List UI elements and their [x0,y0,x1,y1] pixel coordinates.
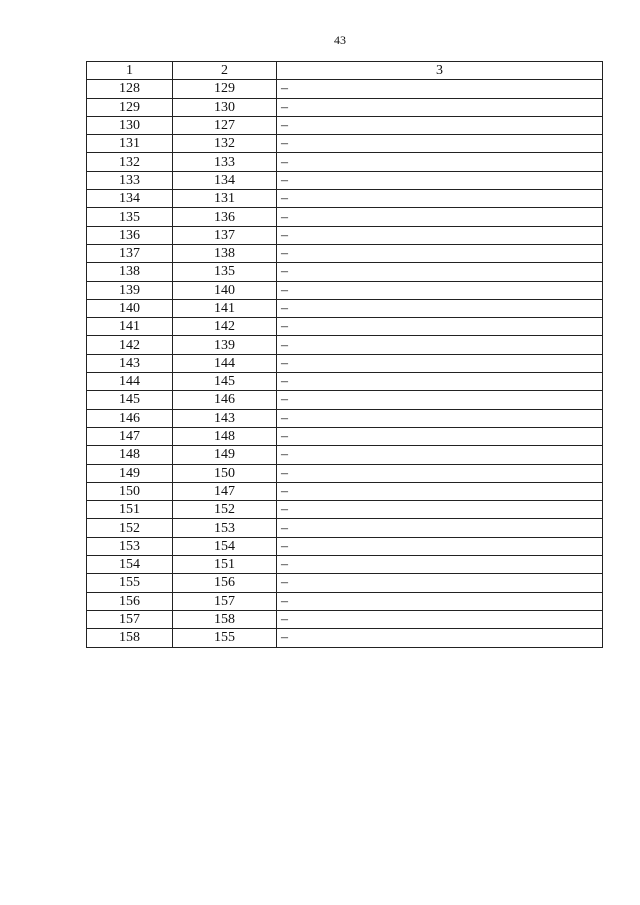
table-cell-col-1: 131 [87,135,173,153]
table-cell-col-3: – [277,446,603,464]
table-cell-col-2: 149 [173,446,277,464]
table-cell-col-2: 139 [173,336,277,354]
table-row [87,80,603,98]
table-row [87,153,603,171]
table-cell-col-1: 139 [87,281,173,299]
data-table [86,61,603,648]
table-cell-col-2: 141 [173,299,277,317]
table-row [87,574,603,592]
table-cell-col-2: 156 [173,574,277,592]
table-cell-col-1: 138 [87,263,173,281]
table-cell-col-3: – [277,409,603,427]
data-table-container [86,61,602,648]
table-cell-col-1: 146 [87,409,173,427]
table-row [87,281,603,299]
table-cell-col-2: 144 [173,354,277,372]
table-cell-col-2: 138 [173,244,277,262]
table-cell-col-3: – [277,610,603,628]
table-row [87,629,603,647]
table-cell-col-3: – [277,629,603,647]
table-cell-col-2: 142 [173,318,277,336]
table-cell-col-1: 157 [87,610,173,628]
table-row [87,610,603,628]
table-cell-col-1: 144 [87,373,173,391]
table-cell-col-1: 153 [87,537,173,555]
table-row [87,263,603,281]
table-row [87,116,603,134]
table-cell-col-3: – [277,281,603,299]
table-cell-col-1: 142 [87,336,173,354]
table-cell-col-2: 134 [173,171,277,189]
table-cell-col-2: 153 [173,519,277,537]
table-row [87,373,603,391]
table-header-row [87,62,603,80]
table-cell-col-2: 157 [173,592,277,610]
table-cell-col-2: 158 [173,610,277,628]
table-cell-col-2: 148 [173,427,277,445]
table-row [87,190,603,208]
table-row [87,519,603,537]
table-row [87,299,603,317]
table-row [87,482,603,500]
table-row [87,98,603,116]
table-cell-col-3: – [277,556,603,574]
table-row [87,446,603,464]
table-cell-col-2: 137 [173,226,277,244]
table-cell-col-1: 152 [87,519,173,537]
table-cell-col-2: 146 [173,391,277,409]
table-cell-col-2: 155 [173,629,277,647]
table-cell-col-2: 131 [173,190,277,208]
table-cell-col-2: 140 [173,281,277,299]
table-cell-col-1: 130 [87,116,173,134]
table-cell-col-3: – [277,190,603,208]
table-cell-col-3: – [277,226,603,244]
table-row [87,464,603,482]
table-cell-col-1: 141 [87,318,173,336]
table-row [87,354,603,372]
table-cell-col-1: 158 [87,629,173,647]
table-cell-col-1: 132 [87,153,173,171]
table-cell-col-1: 150 [87,482,173,500]
table-cell-col-3: – [277,519,603,537]
table-cell-col-3: – [277,171,603,189]
table-cell-col-3: – [277,299,603,317]
table-cell-col-1: 134 [87,190,173,208]
table-row [87,391,603,409]
table-cell-col-2: 154 [173,537,277,555]
table-cell-col-1: 129 [87,98,173,116]
page-number: 43 [334,33,346,47]
table-cell-col-2: 135 [173,263,277,281]
table-row [87,171,603,189]
table-cell-col-2: 136 [173,208,277,226]
table-row [87,427,603,445]
table-cell-col-3: – [277,427,603,445]
table-cell-col-2: 143 [173,409,277,427]
table-cell-col-3: – [277,391,603,409]
table-cell-col-2: 129 [173,80,277,98]
table-row [87,318,603,336]
table-cell-col-2: 145 [173,373,277,391]
table-cell-col-3: – [277,116,603,134]
table-row [87,501,603,519]
table-cell-col-1: 128 [87,80,173,98]
table-cell-col-1: 147 [87,427,173,445]
column-header-2: 2 [173,62,277,80]
table-cell-col-3: – [277,373,603,391]
table-cell-col-3: – [277,263,603,281]
table-cell-col-1: 133 [87,171,173,189]
table-cell-col-2: 151 [173,556,277,574]
table-cell-col-2: 132 [173,135,277,153]
table-cell-col-2: 133 [173,153,277,171]
table-cell-col-1: 148 [87,446,173,464]
table-cell-col-3: – [277,244,603,262]
table-cell-col-3: – [277,153,603,171]
table-row [87,592,603,610]
table-row [87,409,603,427]
table-row [87,336,603,354]
table-cell-col-1: 145 [87,391,173,409]
table-cell-col-1: 137 [87,244,173,262]
table-cell-col-3: – [277,318,603,336]
table-cell-col-3: – [277,80,603,98]
table-cell-col-2: 127 [173,116,277,134]
table-row [87,208,603,226]
table-cell-col-1: 140 [87,299,173,317]
table-cell-col-1: 136 [87,226,173,244]
table-cell-col-3: – [277,464,603,482]
table-cell-col-3: – [277,537,603,555]
table-cell-col-3: – [277,98,603,116]
table-cell-col-1: 155 [87,574,173,592]
table-row [87,226,603,244]
table-cell-col-2: 130 [173,98,277,116]
table-row [87,537,603,555]
table-cell-col-2: 150 [173,464,277,482]
column-header-3: 3 [277,62,603,80]
table-body [87,80,603,647]
table-cell-col-3: – [277,208,603,226]
table-cell-col-3: – [277,592,603,610]
table-row [87,135,603,153]
table-cell-col-1: 135 [87,208,173,226]
table-cell-col-3: – [277,336,603,354]
table-cell-col-3: – [277,354,603,372]
table-cell-col-2: 147 [173,482,277,500]
table-cell-col-1: 151 [87,501,173,519]
column-header-1: 1 [87,62,173,80]
table-cell-col-3: – [277,482,603,500]
table-cell-col-1: 154 [87,556,173,574]
table-row [87,556,603,574]
table-cell-col-3: – [277,135,603,153]
table-cell-col-1: 156 [87,592,173,610]
table-cell-col-3: – [277,574,603,592]
table-cell-col-1: 143 [87,354,173,372]
table-cell-col-1: 149 [87,464,173,482]
table-row [87,244,603,262]
table-cell-col-3: – [277,501,603,519]
table-cell-col-2: 152 [173,501,277,519]
